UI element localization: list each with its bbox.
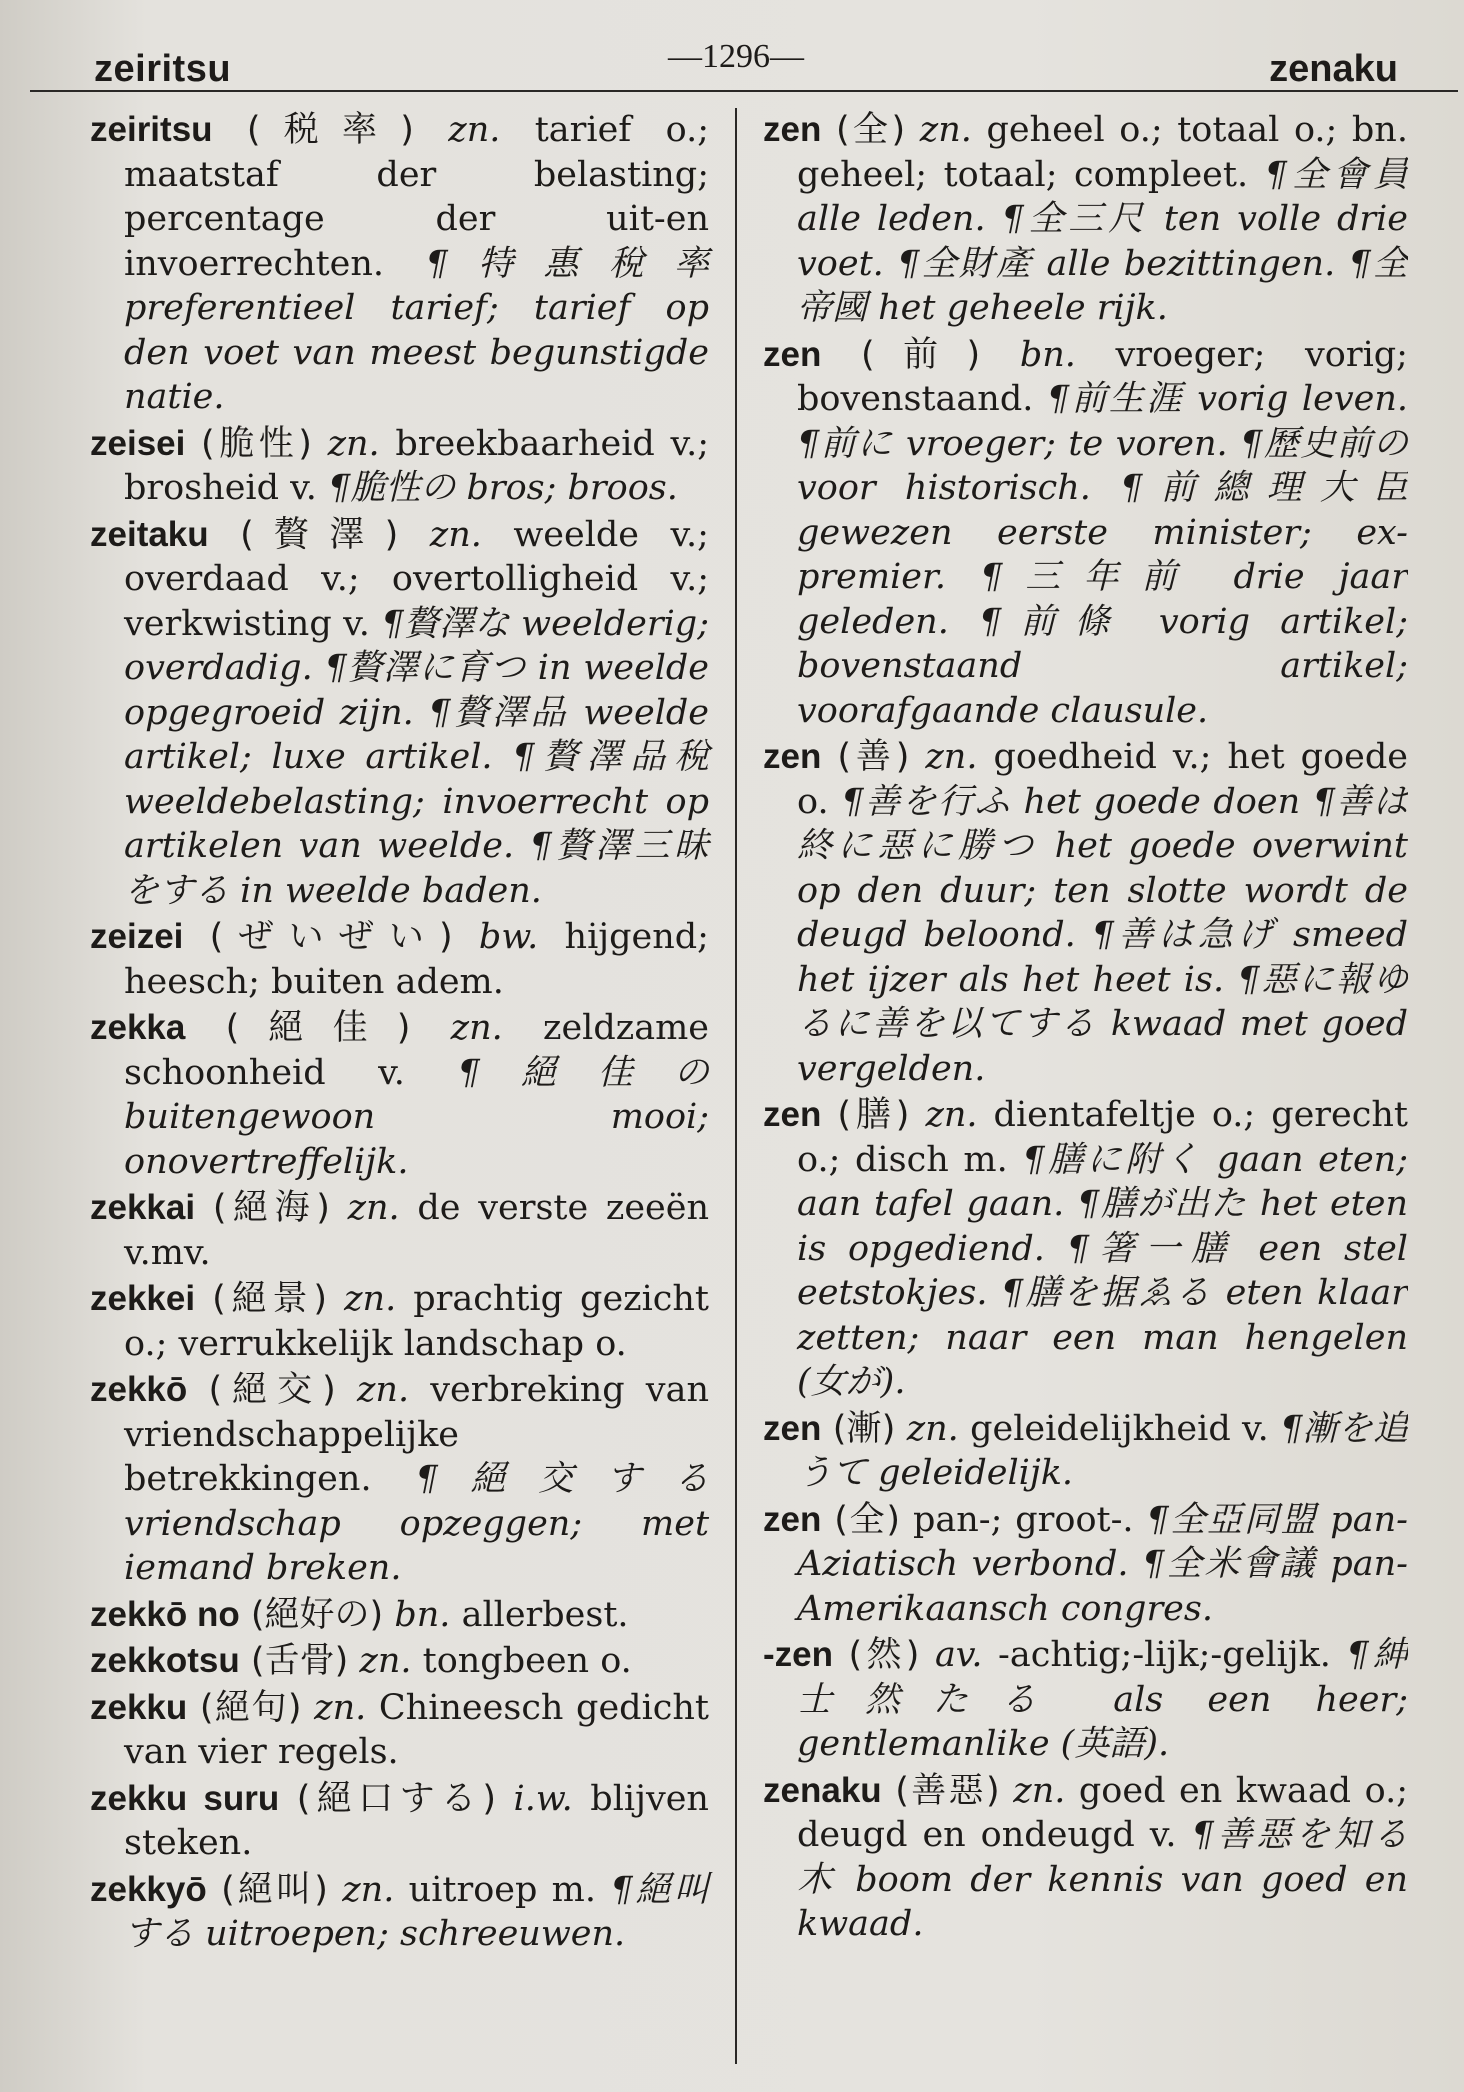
- entry-kanji: (絕口する): [296, 1778, 496, 1819]
- dictionary-entry: [90, 513, 709, 914]
- entry-part-of-speech: bw.: [478, 917, 539, 957]
- entry-kanji: (絕叫): [221, 1869, 328, 1910]
- entry-part-of-speech: zn.: [448, 110, 501, 150]
- entry-headword: zen: [763, 1408, 822, 1448]
- entry-examples: ¶絕交する vriendschap opzeggen; met iemand breken.: [124, 1459, 710, 1588]
- entry-examples: ¶全會員 alle leden. ¶全三尺 ten volle drie voet. ¶全財產 alle bezittingen. ¶全帝國 het geheele rijk.: [797, 154, 1408, 328]
- dictionary-entry: [763, 735, 1408, 1091]
- entry-part-of-speech: zn.: [450, 1008, 503, 1048]
- entry-headword: zekka: [90, 1008, 186, 1047]
- dictionary-entry: [763, 1769, 1408, 1947]
- entry-definition: blijven steken.: [124, 1778, 709, 1863]
- entry-definition: hijgend; heesch; buiten adem.: [124, 917, 709, 1002]
- entry-kanji: (前): [860, 334, 981, 375]
- dictionary-entry: [763, 1407, 1408, 1496]
- entry-definition: prachtig gezicht o.; verrukkelijk landschap o.: [124, 1279, 709, 1364]
- entry-kanji: (絕交): [208, 1370, 336, 1410]
- running-head-right: zenaku: [1269, 48, 1398, 90]
- entry-part-of-speech: zn.: [906, 1408, 959, 1449]
- dictionary-entry: [90, 1868, 709, 1957]
- dictionary-entry: [763, 1498, 1408, 1632]
- entry-definition: allerbest.: [461, 1594, 629, 1635]
- entry-kanji: (然): [848, 1635, 920, 1675]
- entry-kanji: (脆性): [201, 423, 312, 464]
- entry-headword: zen: [763, 1095, 822, 1134]
- dictionary-entry: [90, 1186, 709, 1275]
- entry-definition: uitroep m.: [408, 1869, 596, 1910]
- entry-headword: zekku: [90, 1687, 188, 1727]
- entry-definition: Chineesch gedicht van vier regels.: [124, 1687, 709, 1772]
- entry-part-of-speech: zn.: [359, 1641, 412, 1681]
- dictionary-entry: [90, 108, 709, 420]
- entry-examples: ¶特惠稅率 preferentieel tarief; tarief op den voet van meest begunstigde natie.: [124, 243, 710, 417]
- entry-part-of-speech: zn.: [356, 1370, 410, 1410]
- entry-definition: geleidelijkheid v.: [970, 1408, 1269, 1449]
- dictionary-entry: [90, 1639, 709, 1684]
- dictionary-entry: [763, 333, 1408, 734]
- entry-definition: tarief o.; maatstaf der belasting; percentage der uit-en invoerrechten.: [124, 110, 710, 284]
- entry-headword: zenaku: [763, 1770, 882, 1810]
- entry-kanji: (全): [834, 1499, 901, 1540]
- dictionary-entry: [90, 1686, 709, 1775]
- entry-examples: ¶全亞同盟 pan-Aziatisch verbond. ¶全米會議 pan-Amerikaansch congres.: [797, 1499, 1408, 1629]
- entry-headword: -zen: [763, 1635, 834, 1674]
- entry-kanji: (税率): [246, 110, 414, 150]
- dictionary-entry: [90, 1593, 709, 1638]
- entry-headword: zekkō no: [90, 1594, 240, 1634]
- left-column: [64, 108, 735, 2064]
- entry-headword: zeiritsu: [90, 110, 213, 149]
- entry-examples: ¶絕叫する uitroepen; schreeuwen.: [124, 1869, 709, 1954]
- dictionary-entry: [763, 1633, 1408, 1767]
- entry-headword: zekkō: [90, 1370, 188, 1409]
- entry-kanji: (絕好の): [250, 1594, 384, 1635]
- dictionary-entry: [90, 1277, 709, 1366]
- entry-headword: zekkyō: [90, 1869, 207, 1909]
- entry-kanji: (贅澤): [240, 514, 399, 555]
- dictionary-entry: [763, 108, 1408, 331]
- entry-definition: pan-; groot-.: [912, 1499, 1134, 1540]
- entry-definition: zeldzame schoonheid v.: [124, 1008, 709, 1093]
- page-header: [64, 28, 1408, 90]
- entry-definition: verbreking van vriendschappelijke betrekkingen.: [124, 1370, 709, 1499]
- entry-headword: zen: [763, 1499, 822, 1539]
- dictionary-entry: [90, 422, 709, 511]
- right-column: [737, 108, 1408, 2064]
- entry-kanji: (舌骨): [250, 1641, 349, 1681]
- dictionary-entry: [90, 1006, 709, 1184]
- entry-part-of-speech: zn.: [342, 1869, 395, 1910]
- entry-kanji: (絕句): [199, 1687, 302, 1728]
- entry-kanji: (膳): [837, 1095, 910, 1135]
- entry-part-of-speech: zn.: [327, 423, 380, 464]
- entry-headword: zen: [763, 110, 822, 149]
- entry-examples: ¶紳士然たる als een heer; gentlemanlike (英語).: [797, 1635, 1408, 1764]
- entry-definition: goedheid v.; het goede o.: [797, 737, 1408, 822]
- entry-part-of-speech: zn.: [919, 110, 972, 150]
- entry-definition: geheel o.; totaal o.; bn. geheel; totaal; compleet.: [797, 110, 1408, 195]
- entry-examples: ¶前生涯 vorig leven. ¶前に vroeger; te voren. ¶歷史前の voor historisch. ¶前總理大臣 gewezen eerste minister; ex-premier. ¶三年前 drie jaar geleden. ¶前條 vorig artikel; bovenstaand artikel; voorafgaande clausule.: [797, 379, 1408, 731]
- entry-kanji: (絕景): [212, 1279, 328, 1319]
- entry-kanji: (漸): [832, 1408, 896, 1449]
- entry-part-of-speech: zn.: [314, 1687, 367, 1728]
- entry-kanji: (絕佳): [225, 1008, 411, 1048]
- entry-examples: ¶贅澤な weelderig; overdadig. ¶贅澤に育つ in weelde opgegroeid zijn. ¶贅澤品 weelde artikel; luxe artikel. ¶贅澤品稅 weeldebelasting; invoerrecht op artikelen van weelde. ¶贅澤三昧をする in weelde baden.: [124, 603, 710, 911]
- dictionary-columns: [64, 108, 1408, 2064]
- entry-kanji: (善): [837, 737, 910, 777]
- entry-definition: weelde v.; overdaad v.; overtolligheid v.; verkwisting v.: [124, 514, 710, 644]
- entry-part-of-speech: av.: [934, 1635, 983, 1675]
- entry-kanji: (全): [835, 110, 906, 150]
- entry-examples: ¶漸を追うて geleidelijk.: [797, 1408, 1408, 1493]
- header-rule: [30, 90, 1458, 92]
- entry-examples: ¶善を行ふ het goede doen ¶善は終に惡に勝つ het goede overwint op den duur; ten slotte wordt de deugd beloond. ¶善は急げ smeed het ijzer als het heet is. ¶惡に報ゆるに善を以てする kwaad met goed vergelden.: [797, 781, 1408, 1089]
- dictionary-entry: [90, 1368, 709, 1591]
- dictionary-entry: [90, 1777, 709, 1866]
- page-number: —1296—: [668, 38, 804, 75]
- entry-part-of-speech: zn.: [429, 514, 482, 555]
- entry-part-of-speech: i.w.: [513, 1778, 573, 1819]
- entry-definition: -achtig;-lijk;-gelijk.: [998, 1635, 1331, 1675]
- dictionary-entry: [763, 1093, 1408, 1405]
- entry-headword: zekkei: [90, 1279, 196, 1318]
- entry-definition: goed en kwaad o.; deugd en ondeugd v.: [797, 1770, 1408, 1855]
- entry-definition: de verste zeeën v.mv.: [124, 1188, 710, 1273]
- entry-examples: ¶絕佳の buitengewoon mooi; onovertreffelijk.: [124, 1052, 710, 1182]
- entry-kanji: (ぜいぜい): [209, 917, 453, 957]
- running-head-left: zeiritsu: [94, 48, 232, 90]
- entry-kanji: (絕海): [212, 1188, 330, 1228]
- entry-examples: ¶善惡を知る木 boom der kennis van goed en kwaad.: [797, 1815, 1408, 1944]
- dictionary-entry: [90, 915, 709, 1004]
- entry-definition: breekbaarheid v.; brosheid v.: [124, 423, 710, 508]
- entry-part-of-speech: bn.: [394, 1594, 451, 1635]
- entry-headword: zeizei: [90, 917, 184, 956]
- entry-headword: zen: [763, 737, 822, 776]
- entry-definition: tongbeen o.: [422, 1641, 632, 1681]
- entry-examples: ¶膳に附く gaan eten; aan tafel gaan. ¶膳が出た het eten is opgediend. ¶箸一膳 een stel eetstokjes. ¶膳を据ゑる eten klaar zetten; naar een man hengelen (女が).: [797, 1139, 1408, 1402]
- entry-headword: zeitaku: [90, 514, 209, 554]
- entry-part-of-speech: zn.: [925, 1095, 978, 1135]
- entry-definition: vroeger; vorig; bovenstaand.: [797, 334, 1408, 419]
- entry-part-of-speech: zn.: [925, 737, 978, 777]
- entry-headword: zekku suru: [90, 1778, 280, 1818]
- entry-part-of-speech: zn.: [347, 1188, 400, 1228]
- entry-headword: zekkai: [90, 1188, 196, 1227]
- entry-part-of-speech: zn.: [1013, 1770, 1066, 1811]
- entry-headword: zen: [763, 334, 822, 374]
- entry-headword: zeisei: [90, 423, 186, 463]
- entry-kanji: (善惡): [895, 1770, 1000, 1811]
- entry-headword: zekkotsu: [90, 1641, 240, 1680]
- entry-part-of-speech: zn.: [344, 1279, 397, 1319]
- entry-definition: dientafeltje o.; gerecht o.; disch m.: [797, 1095, 1408, 1180]
- entry-examples: ¶脆性の bros; broos.: [328, 468, 678, 508]
- entry-part-of-speech: bn.: [1019, 334, 1076, 375]
